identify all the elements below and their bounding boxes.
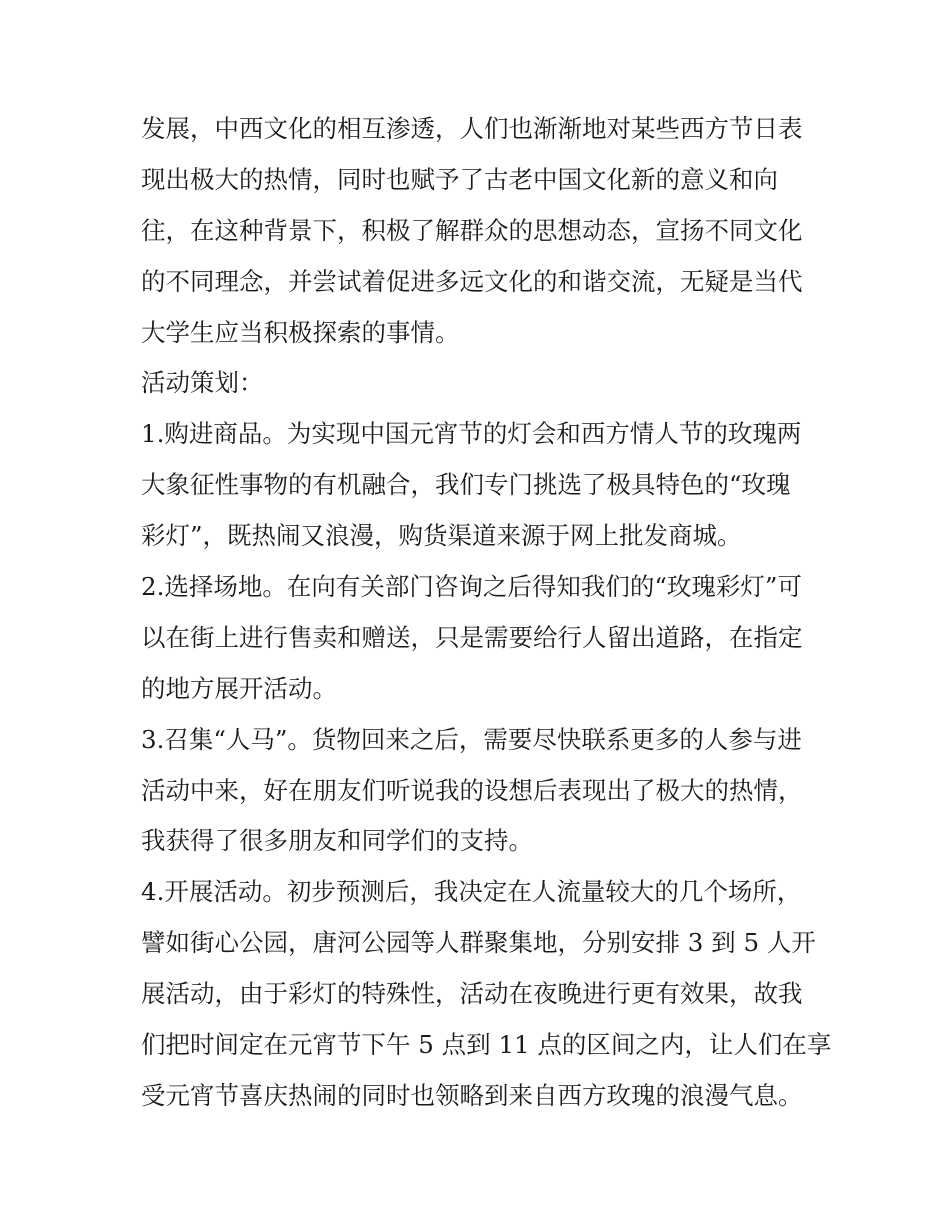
- list-item-2-line: 的地方展开活动。: [141, 673, 337, 703]
- list-item-4-line: 4.开展活动。初步预测后，我决定在人流量较大的几个场所，: [141, 877, 802, 907]
- text-line: 大学生应当积极探索的事情。: [141, 317, 460, 347]
- list-item-4-line: 譬如街心公园，唐河公园等人群聚集地，分别安排 3 到 5 人开: [141, 928, 816, 958]
- text-line: 的不同理念，并尝试着促进多远文化的和谐交流，无疑是当代: [141, 266, 803, 296]
- body-text: [141, 104, 832, 1122]
- section-heading: 活动策划：: [141, 368, 264, 398]
- list-item-1-line: 1.购进商品。为实现中国元宵节的灯会和西方情人节的玫瑰两: [141, 419, 802, 449]
- list-item-4-line: 展活动，由于彩灯的特殊性，活动在夜晚进行更有效果，故我: [141, 979, 803, 1009]
- text-line: 发展，中西文化的相互渗透，人们也渐渐地对某些西方节日表: [141, 114, 803, 143]
- list-item-3-line: 我获得了很多朋友和同学们的支持。: [141, 826, 533, 856]
- list-item-2-line: 以在街上进行售卖和赠送，只是需要给行人留出道路，在指定: [141, 622, 803, 652]
- list-item-2-line: 2.选择场地。在向有关部门咨询之后得知我们的“玫瑰彩灯”可: [141, 572, 802, 602]
- text-line: 现出极大的热情，同时也赋予了古老中国文化新的意义和向: [141, 164, 778, 194]
- list-item-4-line: 受元宵节喜庆热闹的同时也领略到来自西方玫瑰的浪漫气息。: [141, 1080, 803, 1110]
- text-line: 往，在这种背景下，积极了解群众的思想动态，宣扬不同文化: [141, 215, 803, 245]
- list-item-4-line: 们把时间定在元宵节下午 5 点到 11 点的区间之内，让人们在享: [141, 1030, 832, 1060]
- list-item-1-line: 大象征性事物的有机融合，我们专门挑选了极具特色的“玫瑰: [141, 470, 791, 500]
- list-item-3-line: 活动中来，好在朋友们听说我的设想后表现出了极大的热情，: [141, 775, 803, 805]
- list-item-1-line: 彩灯”，既热闹又浪漫，购货渠道来源于网上批发商城。: [141, 521, 742, 551]
- list-item-3-line: 3.召集“人马”。货物回来之后，需要尽快联系更多的人参与进: [141, 724, 802, 754]
